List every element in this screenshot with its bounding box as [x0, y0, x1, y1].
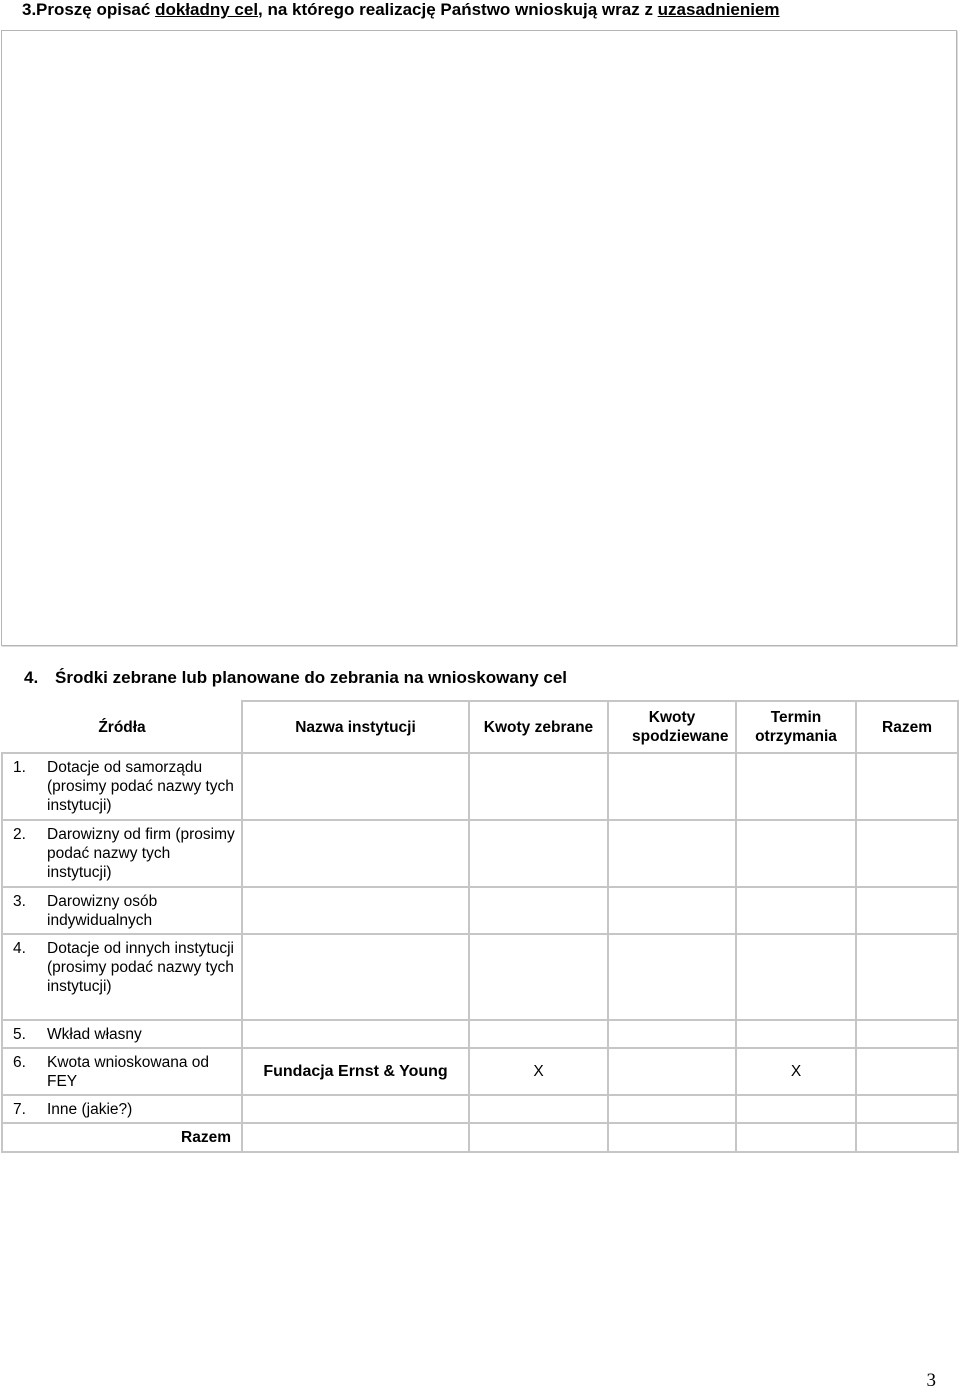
row-2-deadline-cell[interactable] — [736, 820, 856, 887]
row-label: Kwota wnioskowana od FEY — [47, 1054, 209, 1090]
section-3-number: 3. — [22, 0, 37, 19]
total-total-cell[interactable] — [856, 1123, 958, 1152]
row-4-deadline-cell[interactable] — [736, 934, 856, 1020]
goal-description-field[interactable] — [1, 30, 957, 646]
row-2-collected-cell[interactable] — [469, 820, 608, 887]
section-3-underlined-justification: uzasadnieniem — [657, 0, 780, 19]
row-3-total-cell[interactable] — [856, 887, 958, 934]
table-row — [2, 753, 958, 820]
row-6-deadline-cell[interactable]: X — [736, 1048, 856, 1095]
section-4-number: 4. — [24, 668, 39, 687]
row-number: 6. — [13, 1054, 26, 1071]
row-5-institution-cell[interactable] — [242, 1020, 469, 1048]
row-1-collected-cell[interactable] — [469, 753, 608, 820]
row-1-institution-cell[interactable] — [242, 753, 469, 820]
row-7-total-cell[interactable] — [856, 1095, 958, 1123]
row-3-collected-cell[interactable] — [469, 887, 608, 934]
total-expected-cell[interactable] — [608, 1123, 736, 1152]
row-6-collected-cell[interactable]: X — [469, 1048, 608, 1095]
row-4-source — [2, 934, 242, 1020]
total-row — [2, 1123, 958, 1152]
section-3-text-part1: Proszę opisać — [36, 0, 156, 19]
header-institution-name: Nazwa instytucji — [242, 701, 469, 753]
row-label: Darowizny osób indywidualnych — [47, 893, 158, 929]
row-2-expected-cell[interactable] — [608, 820, 736, 887]
header-total: Razem — [856, 701, 958, 753]
total-institution-cell[interactable] — [242, 1123, 469, 1152]
page-number: 3 — [926, 1370, 936, 1389]
row-1-expected-cell[interactable] — [608, 753, 736, 820]
row-3-institution-cell[interactable] — [242, 887, 469, 934]
row-number: 1. — [13, 759, 26, 776]
header-amounts-expected — [608, 701, 736, 753]
row-number: 2. — [13, 826, 26, 843]
header-sources: Źródła — [2, 701, 242, 753]
row-7-source — [2, 1095, 242, 1123]
table-row — [2, 820, 958, 887]
row-label: Dotacje od innych instytucji (prosimy podać nazwy tych instytucji) — [47, 940, 234, 995]
row-7-deadline-cell[interactable] — [736, 1095, 856, 1123]
table-row — [2, 1048, 958, 1095]
section-4-heading — [24, 668, 567, 688]
section-3-underlined-goal: dokładny cel — [155, 0, 259, 19]
row-4-expected-cell[interactable] — [608, 934, 736, 1020]
table-row — [2, 934, 958, 1020]
row-label: Inne (jakie?) — [47, 1101, 133, 1118]
row-4-institution-cell[interactable] — [242, 934, 469, 1020]
row-number: 7. — [13, 1101, 26, 1118]
row-6-source — [2, 1048, 242, 1095]
row-4-collected-cell[interactable] — [469, 934, 608, 1020]
row-number: 4. — [13, 940, 26, 957]
row-3-deadline-cell[interactable] — [736, 887, 856, 934]
row-3-expected-cell[interactable] — [608, 887, 736, 934]
row-number: 3. — [13, 893, 26, 910]
section-3-heading — [4, 0, 780, 20]
row-number: 5. — [13, 1026, 26, 1043]
row-label: Darowizny od firm (prosimy podać nazwy tych instytucji) — [47, 826, 235, 881]
row-2-source — [2, 820, 242, 887]
row-3-source — [2, 887, 242, 934]
row-6-institution-cell[interactable]: Fundacja Ernst & Young — [242, 1048, 469, 1095]
total-deadline-cell[interactable] — [736, 1123, 856, 1152]
row-7-collected-cell[interactable] — [469, 1095, 608, 1123]
row-2-total-cell[interactable] — [856, 820, 958, 887]
row-6-total-cell[interactable] — [856, 1048, 958, 1095]
row-1-total-cell[interactable] — [856, 753, 958, 820]
row-5-deadline-cell[interactable] — [736, 1020, 856, 1048]
row-2-institution-cell[interactable] — [242, 820, 469, 887]
section-4-title: Środki zebrane lub planowane do zebrania na wnioskowany cel — [55, 668, 568, 687]
header-deadline — [736, 701, 856, 753]
header-deadline-text: Termin otrzymania — [755, 709, 837, 745]
table-row — [2, 887, 958, 934]
table-row — [2, 1020, 958, 1048]
row-6-expected-cell[interactable] — [608, 1048, 736, 1095]
section-3-text-part2: , na którego realizację Państwo wnioskują wraz z — [258, 0, 658, 19]
row-7-institution-cell[interactable] — [242, 1095, 469, 1123]
row-5-total-cell[interactable] — [856, 1020, 958, 1048]
row-1-source — [2, 753, 242, 820]
row-5-expected-cell[interactable] — [608, 1020, 736, 1048]
table-row — [2, 1095, 958, 1123]
row-5-source — [2, 1020, 242, 1048]
header-amounts-expected-text: Kwoty spodziewane — [632, 709, 729, 745]
total-collected-cell[interactable] — [469, 1123, 608, 1152]
row-5-collected-cell[interactable] — [469, 1020, 608, 1048]
header-amounts-collected: Kwoty zebrane — [469, 701, 608, 753]
funding-sources-table — [1, 700, 959, 1153]
total-row-label: Razem — [2, 1123, 242, 1152]
row-label: Wkład własny — [47, 1026, 142, 1043]
table-header-row — [2, 701, 958, 753]
row-4-total-cell[interactable] — [856, 934, 958, 1020]
row-7-expected-cell[interactable] — [608, 1095, 736, 1123]
row-label: Dotacje od samorządu (prosimy podać nazwy tych instytucji) — [47, 759, 234, 814]
row-1-deadline-cell[interactable] — [736, 753, 856, 820]
